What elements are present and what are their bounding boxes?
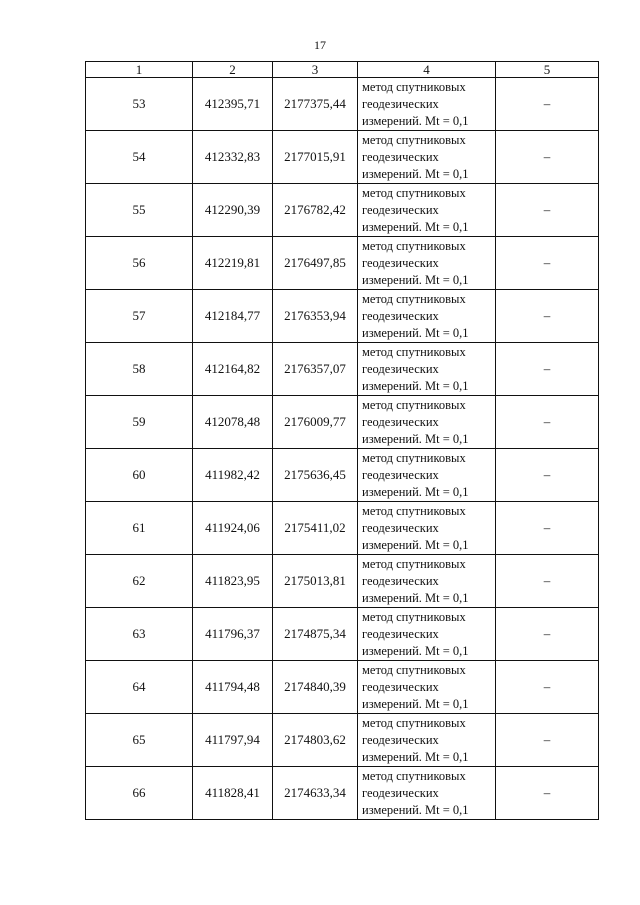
- point-number-cell: 55: [86, 184, 193, 237]
- x-coordinate-cell: 412219,81: [193, 237, 273, 290]
- description-cell: –: [496, 449, 599, 502]
- method-text-line: измерений. Mt = 0,1: [362, 378, 469, 393]
- table-row: [86, 714, 599, 767]
- method-cell: [358, 343, 496, 396]
- x-coordinate-cell: 411796,37: [193, 608, 273, 661]
- table-body: [86, 78, 599, 820]
- description-cell: –: [496, 555, 599, 608]
- method-text-line: метод спутниковых: [362, 662, 466, 677]
- point-number-cell: 62: [86, 555, 193, 608]
- coordinates-table: [85, 61, 599, 820]
- y-coordinate-cell: 2174633,34: [273, 767, 358, 820]
- point-number-cell: 63: [86, 608, 193, 661]
- table-row: [86, 502, 599, 555]
- y-coordinate-cell: 2176353,94: [273, 290, 358, 343]
- description-cell: –: [496, 661, 599, 714]
- method-cell: [358, 396, 496, 449]
- method-text-line: измерений. Mt = 0,1: [362, 219, 469, 234]
- header-col-5: 5: [496, 62, 599, 78]
- point-number-cell: 65: [86, 714, 193, 767]
- y-coordinate-cell: 2177015,91: [273, 131, 358, 184]
- x-coordinate-cell: 411828,41: [193, 767, 273, 820]
- x-coordinate-cell: 412078,48: [193, 396, 273, 449]
- point-number-cell: 53: [86, 78, 193, 131]
- point-number-cell: 54: [86, 131, 193, 184]
- header-col-1: 1: [86, 62, 193, 78]
- y-coordinate-cell: 2176357,07: [273, 343, 358, 396]
- x-coordinate-cell: 411823,95: [193, 555, 273, 608]
- x-coordinate-cell: 411794,48: [193, 661, 273, 714]
- y-coordinate-cell: 2174875,34: [273, 608, 358, 661]
- header-col-2: 2: [193, 62, 273, 78]
- table-row: [86, 661, 599, 714]
- description-cell: –: [496, 184, 599, 237]
- description-cell: –: [496, 714, 599, 767]
- y-coordinate-cell: 2175411,02: [273, 502, 358, 555]
- method-text-line: метод спутниковых: [362, 132, 466, 147]
- y-coordinate-cell: 2174840,39: [273, 661, 358, 714]
- method-text-line: измерений. Mt = 0,1: [362, 590, 469, 605]
- method-cell: [358, 290, 496, 343]
- table-row: [86, 608, 599, 661]
- method-text-line: геодезических: [362, 520, 439, 535]
- method-text-line: геодезических: [362, 96, 439, 111]
- x-coordinate-cell: 412395,71: [193, 78, 273, 131]
- method-text-line: геодезических: [362, 255, 439, 270]
- method-cell: [358, 449, 496, 502]
- method-text-line: метод спутниковых: [362, 291, 466, 306]
- table-row: [86, 184, 599, 237]
- description-cell: –: [496, 502, 599, 555]
- table-row: [86, 290, 599, 343]
- point-number-cell: 66: [86, 767, 193, 820]
- method-text-line: измерений. Mt = 0,1: [362, 802, 469, 817]
- method-text-line: метод спутниковых: [362, 503, 466, 518]
- header-col-4: 4: [358, 62, 496, 78]
- method-text-line: метод спутниковых: [362, 556, 466, 571]
- method-cell: [358, 767, 496, 820]
- description-cell: –: [496, 131, 599, 184]
- method-text-line: метод спутниковых: [362, 768, 466, 783]
- x-coordinate-cell: 412290,39: [193, 184, 273, 237]
- description-cell: –: [496, 767, 599, 820]
- method-text-line: измерений. Mt = 0,1: [362, 749, 469, 764]
- method-text-line: геодезических: [362, 467, 439, 482]
- x-coordinate-cell: 411982,42: [193, 449, 273, 502]
- method-text-line: измерений. Mt = 0,1: [362, 113, 469, 128]
- method-text-line: измерений. Mt = 0,1: [362, 272, 469, 287]
- point-number-cell: 58: [86, 343, 193, 396]
- method-text-line: геодезических: [362, 785, 439, 800]
- method-text-line: измерений. Mt = 0,1: [362, 325, 469, 340]
- description-cell: –: [496, 237, 599, 290]
- method-text-line: геодезических: [362, 732, 439, 747]
- method-text-line: геодезических: [362, 202, 439, 217]
- method-text-line: метод спутниковых: [362, 715, 466, 730]
- method-text-line: геодезических: [362, 414, 439, 429]
- method-cell: [358, 237, 496, 290]
- method-text-line: метод спутниковых: [362, 450, 466, 465]
- y-coordinate-cell: 2176782,42: [273, 184, 358, 237]
- method-cell: [358, 608, 496, 661]
- method-text-line: метод спутниковых: [362, 79, 466, 94]
- y-coordinate-cell: 2175013,81: [273, 555, 358, 608]
- y-coordinate-cell: 2176497,85: [273, 237, 358, 290]
- method-text-line: измерений. Mt = 0,1: [362, 643, 469, 658]
- point-number-cell: 59: [86, 396, 193, 449]
- method-text-line: метод спутниковых: [362, 238, 466, 253]
- method-text-line: измерений. Mt = 0,1: [362, 696, 469, 711]
- y-coordinate-cell: 2177375,44: [273, 78, 358, 131]
- method-text-line: измерений. Mt = 0,1: [362, 431, 469, 446]
- y-coordinate-cell: 2176009,77: [273, 396, 358, 449]
- point-number-cell: 57: [86, 290, 193, 343]
- x-coordinate-cell: 411797,94: [193, 714, 273, 767]
- method-text-line: геодезических: [362, 361, 439, 376]
- table-row: [86, 449, 599, 502]
- table-row: [86, 78, 599, 131]
- description-cell: –: [496, 608, 599, 661]
- method-cell: [358, 184, 496, 237]
- method-text-line: геодезических: [362, 308, 439, 323]
- table-row: [86, 131, 599, 184]
- method-text-line: геодезических: [362, 573, 439, 588]
- method-text-line: метод спутниковых: [362, 344, 466, 359]
- x-coordinate-cell: 412164,82: [193, 343, 273, 396]
- description-cell: –: [496, 343, 599, 396]
- point-number-cell: 56: [86, 237, 193, 290]
- method-text-line: геодезических: [362, 679, 439, 694]
- table-row: [86, 343, 599, 396]
- table-row: [86, 237, 599, 290]
- description-cell: –: [496, 396, 599, 449]
- x-coordinate-cell: 411924,06: [193, 502, 273, 555]
- page-number: 17: [314, 38, 326, 52]
- point-number-cell: 64: [86, 661, 193, 714]
- description-cell: –: [496, 78, 599, 131]
- x-coordinate-cell: 412332,83: [193, 131, 273, 184]
- method-cell: [358, 131, 496, 184]
- y-coordinate-cell: 2174803,62: [273, 714, 358, 767]
- method-text-line: измерений. Mt = 0,1: [362, 166, 469, 181]
- method-cell: [358, 555, 496, 608]
- method-text-line: геодезических: [362, 149, 439, 164]
- method-text-line: измерений. Mt = 0,1: [362, 537, 469, 552]
- method-text-line: метод спутниковых: [362, 397, 466, 412]
- y-coordinate-cell: 2175636,45: [273, 449, 358, 502]
- method-text-line: метод спутниковых: [362, 609, 466, 624]
- method-cell: [358, 502, 496, 555]
- method-cell: [358, 714, 496, 767]
- method-text-line: метод спутниковых: [362, 185, 466, 200]
- method-text-line: измерений. Mt = 0,1: [362, 484, 469, 499]
- header-col-3: 3: [273, 62, 358, 78]
- point-number-cell: 60: [86, 449, 193, 502]
- description-cell: –: [496, 290, 599, 343]
- table-row: [86, 767, 599, 820]
- method-cell: [358, 78, 496, 131]
- method-text-line: геодезических: [362, 626, 439, 641]
- table-row: [86, 396, 599, 449]
- header-row: [86, 62, 599, 78]
- table-row: [86, 555, 599, 608]
- point-number-cell: 61: [86, 502, 193, 555]
- method-cell: [358, 661, 496, 714]
- x-coordinate-cell: 412184,77: [193, 290, 273, 343]
